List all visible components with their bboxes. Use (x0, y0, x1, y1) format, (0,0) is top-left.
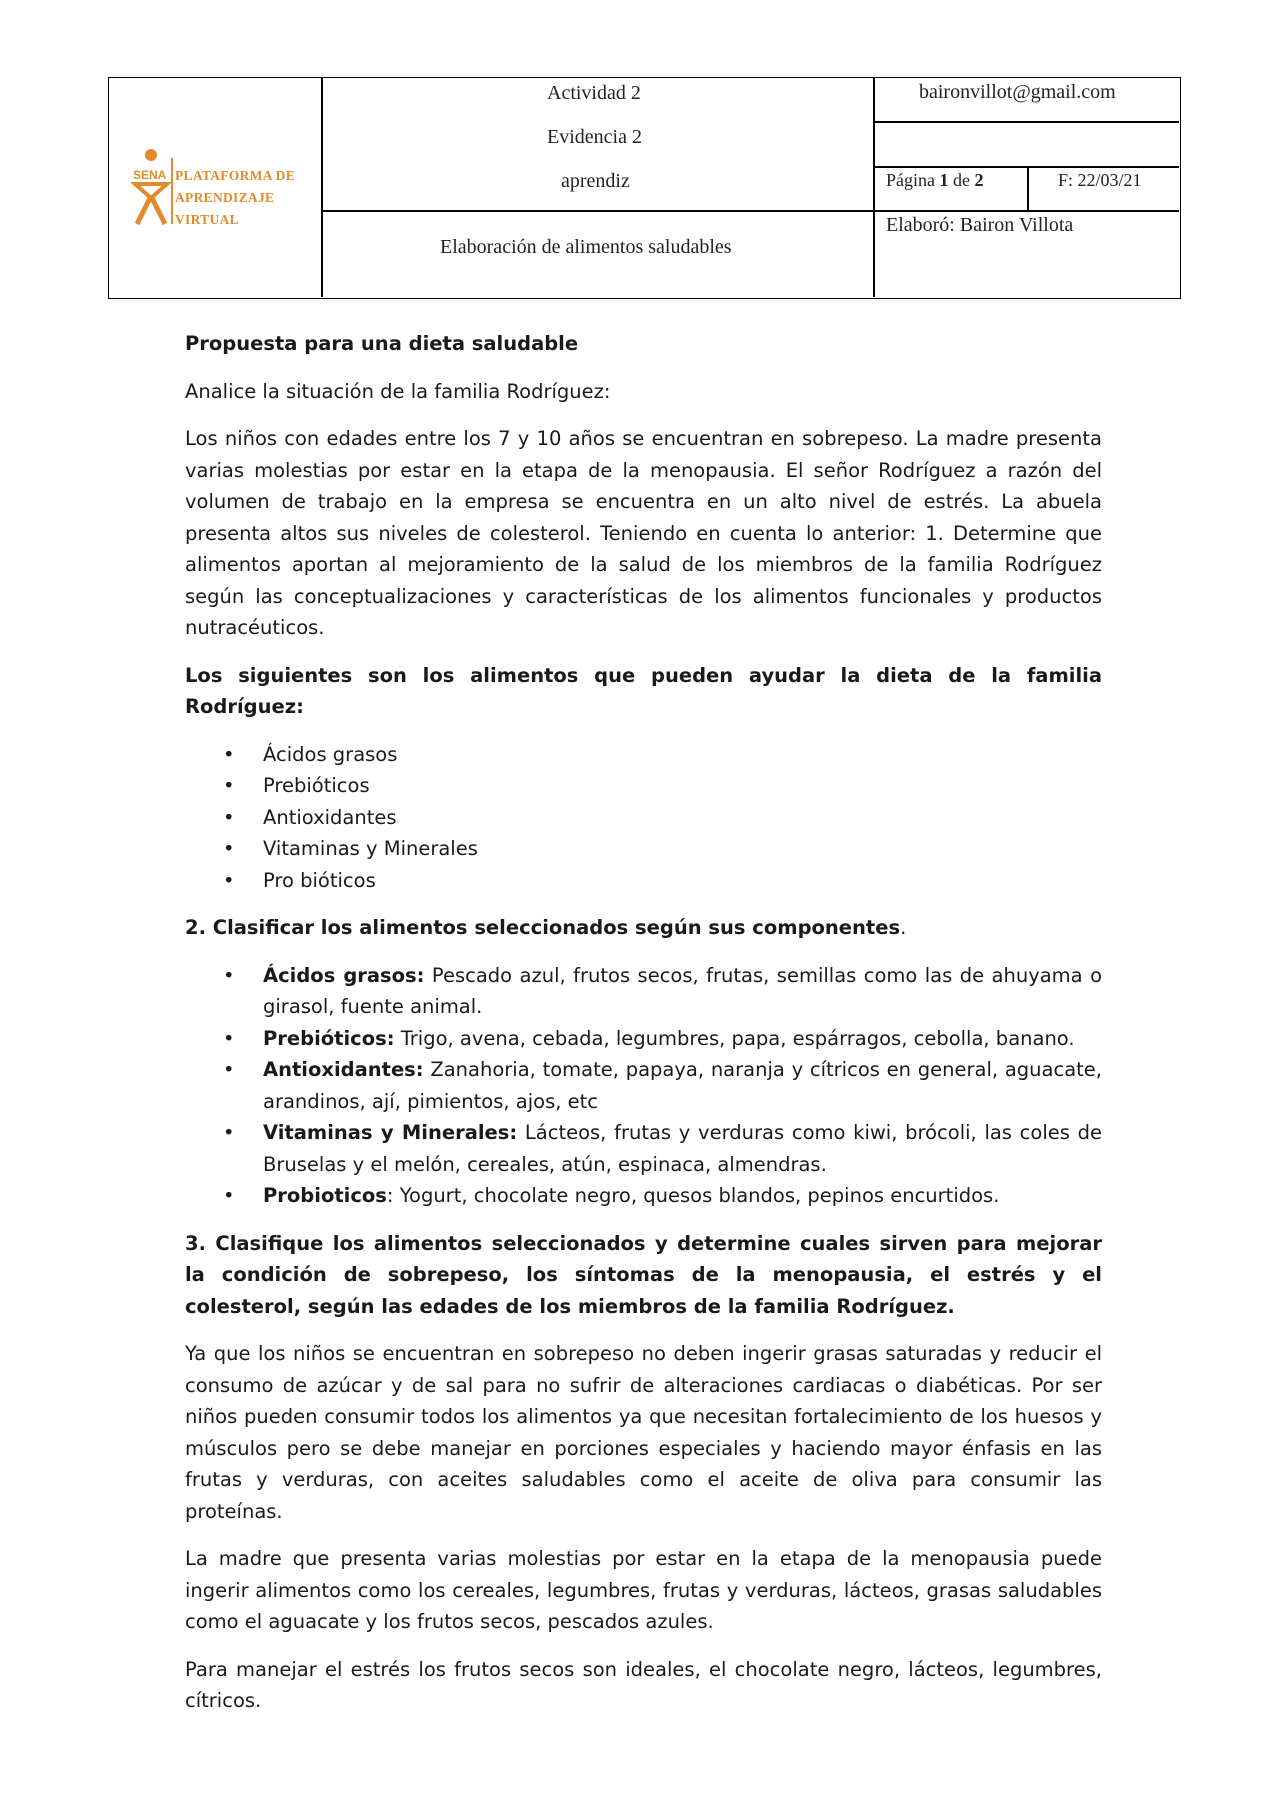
list-item-text: Prebióticos (263, 774, 370, 797)
svg-text:SENA: SENA (133, 168, 167, 182)
item-label: Prebióticos: (263, 1026, 395, 1050)
classification-list (185, 960, 1102, 1212)
foods-list (185, 739, 1102, 897)
email-label: baironvillot@gmail.com (919, 81, 1116, 103)
page-current: 1 (939, 170, 949, 190)
list-item: • Probioticos: Yogurt, chocolate negro, quesos blandos, pepinos encurtidos. (223, 1184, 1000, 1207)
list-item: • Ácidos grasos: Pescado azul, frutos secos, frutas, semillas como las de ahuyama o girasol, fuente animal. (223, 963, 1102, 1018)
list-item: • Vitaminas y Minerales: Lácteos, frutas y verduras como kiwi, brócoli, las coles de Bruselas y el melón, cereales, atún, espinaca, almendras. (223, 1121, 1103, 1176)
item-label: Antioxidantes: (263, 1058, 424, 1081)
sena-logo-icon (131, 148, 171, 232)
divider (873, 78, 875, 297)
list-item: • Ácidos grasos (223, 742, 398, 766)
divider (1027, 167, 1029, 211)
page-label: Página (886, 170, 935, 190)
page-of: de (953, 170, 970, 190)
mother-paragraph: La madre que presenta varias molestias por estar en la etapa de la menopausia puede ingerir alimentos como los cereales, legumbres, frutas y verduras, lácteos, grasas saludables como el aguacate y los frutos secos, pescados azules. (185, 1547, 1102, 1633)
header-table (108, 77, 1181, 299)
situation-paragraph: Los niños con edades entre los 7 y 10 años se encuentran en sobrepeso. La madre presenta varias molestias por estar en la etapa de la menopausia. El señor Rodríguez a razón del volumen de trabajo en la empresa se encuentra en un alto nivel de estrés. La abuela presenta altos sus niveles de colesterol. Teniendo en cuenta lo anterior: 1. Determine que alimentos aportan al mejoramiento de la salud de los miembros de la familia Rodríguez según las conceptualizaciones y características de los alimentos funcionales y productos nutracéuticos. (185, 427, 1102, 639)
classify-heading (185, 912, 1102, 944)
logo-text (175, 165, 311, 231)
list-item: • Pro bióticos (223, 868, 376, 892)
logo-separator (171, 158, 173, 224)
list-item: • Vitaminas y Minerales (223, 837, 478, 860)
page-number (886, 170, 984, 191)
author-label: Elaboró: Bairon Villota (886, 214, 1074, 236)
subject-label: Elaboración de alimentos saludables (440, 236, 732, 258)
list-item: • Prebióticos (223, 774, 370, 797)
doc-title: Propuesta para una dieta saludable (185, 332, 579, 355)
divider (873, 121, 1179, 123)
intro-text: Analice la situación de la familia Rodríguez: (185, 379, 611, 403)
list-item: • Prebióticos: Trigo, avena, cebada, legumbres, papa, espárragos, cebolla, banano. (223, 1026, 1075, 1050)
list-item-text: Vitaminas y Minerales (263, 837, 478, 860)
item-text: Trigo, avena, cebada, legumbres, papa, espárragos, cebolla, banano. (394, 1026, 1075, 1050)
classify-heading-text: 2. Clasificar los alimentos seleccionados según sus componentes (185, 916, 901, 939)
list-item-text: Ácidos grasos (263, 742, 398, 766)
list-item: • Antioxidantes: Zanahoria, tomate, papaya, naranja y cítricos en general, aguacate, arandinos, ají, pimientos, ajos, etc (223, 1058, 1102, 1113)
logo-line: APRENDIZAJE VIRTUAL (175, 190, 275, 227)
stress-paragraph: Para manejar el estrés los frutos secos son ideales, el chocolate negro, lácteos, legumbres, cítricos. (185, 1657, 1102, 1712)
item-text: : Yogurt, chocolate negro, quesos blandos, pepinos encurtidos. (386, 1184, 1000, 1207)
list-item-text: Antioxidantes (263, 805, 397, 829)
classify-heading-period: . (900, 916, 907, 939)
children-paragraph: Ya que los niños se encuentran en sobrepeso no deben ingerir grasas saturadas y reducir el consumo de azúcar y de sal para no sufrir de alteraciones cardiacas o diabéticas. Por ser niños pueden consumir todos los alimentos ya que necesitan fortalecimiento de los huesos y músculos pero se debe manejar en porciones especiales y haciendo mayor énfasis en las frutas y verduras, con aceites saludables como el aceite de oliva para consumir las proteínas. (185, 1342, 1102, 1523)
item-text: Lácteos, frutas y verduras como kiwi, brócoli, las coles de Bruselas y el melón, cereales, atún, espinaca, almendras. (263, 1121, 1103, 1176)
divider (873, 166, 1179, 168)
item-label: Probioticos (263, 1184, 387, 1207)
activity-label: Actividad 2 (547, 82, 641, 104)
logo-line: PLATAFORMA DE (175, 168, 296, 183)
list-item: • Antioxidantes (223, 805, 397, 829)
document-body (185, 328, 1102, 1733)
list-item-text: Pro bióticos (263, 868, 376, 892)
date-label: F: 22/03/21 (1058, 170, 1142, 190)
question3-heading: 3. Clasifique los alimentos seleccionados y determine cuales sirven para mejorar la condición de sobrepeso, los síntomas de la menopausia, el estrés y el colesterol, según las edades de los miembros de la familia Rodríguez. (185, 1231, 1102, 1318)
sena-logo (131, 148, 311, 232)
page-total: 2 (974, 170, 984, 190)
item-text: Pescado azul, frutos secos, frutas, semillas como las de ahuyama o girasol, fuente animal. (263, 963, 1102, 1018)
role-label: aprendiz (561, 170, 630, 192)
evidence-label: Evidencia 2 (547, 126, 642, 148)
divider (321, 210, 1179, 212)
foods-heading: Los siguientes son los alimentos que pueden ayudar la dieta de la familia Rodríguez: (185, 663, 1102, 718)
item-label: Vitaminas y Minerales: (263, 1121, 518, 1144)
divider (321, 78, 323, 297)
item-text: Zanahoria, tomate, papaya, naranja y cítricos en general, aguacate, arandinos, ají, pimientos, ajos, etc (263, 1058, 1102, 1113)
item-label: Ácidos grasos: (263, 963, 425, 987)
